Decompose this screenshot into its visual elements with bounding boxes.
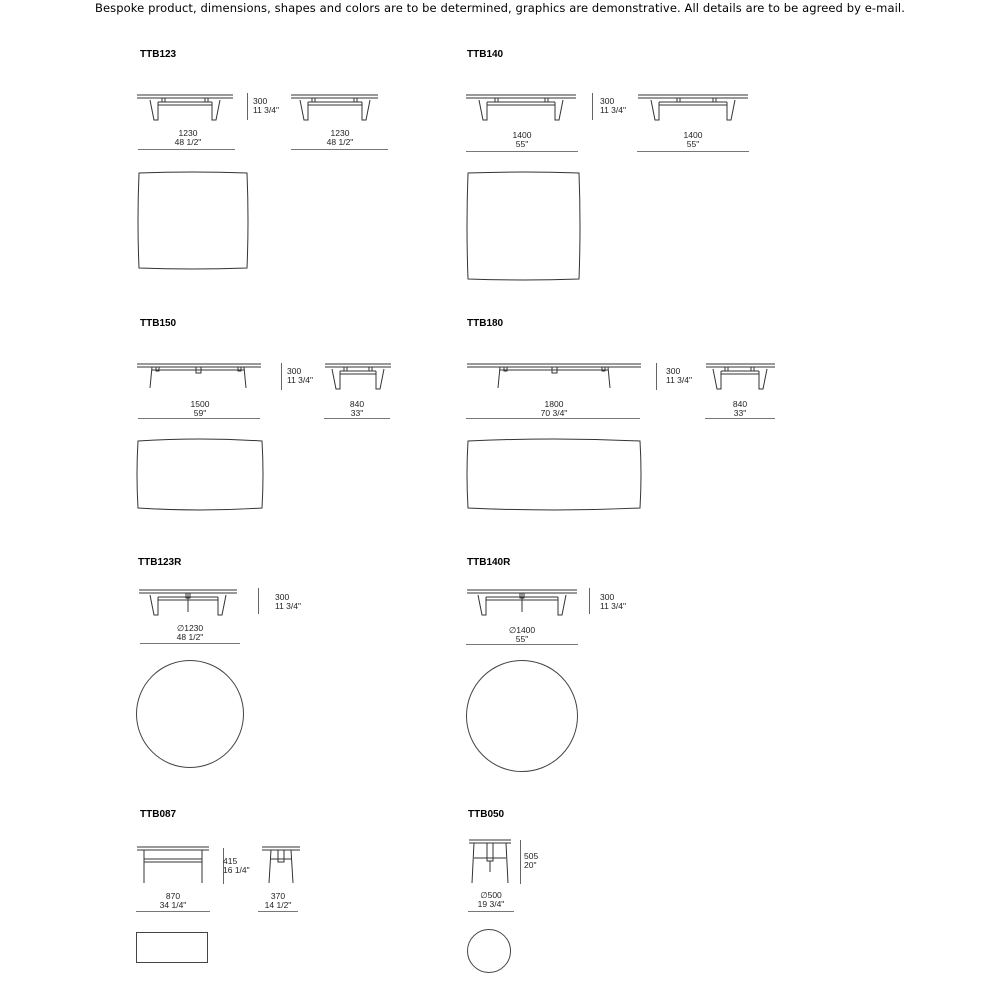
top-view-drawing bbox=[466, 438, 646, 513]
width-label: 840 33" bbox=[349, 399, 365, 418]
product-code: TTB050 bbox=[468, 809, 505, 820]
top-view-drawing bbox=[136, 660, 244, 768]
width-dimension-line bbox=[705, 418, 775, 419]
height-dimension-line bbox=[258, 588, 259, 614]
length-label: 1500 59" bbox=[190, 399, 210, 418]
height-label: 505 20" bbox=[524, 851, 539, 870]
length-dimension-line bbox=[138, 418, 260, 419]
length-dimension-line bbox=[466, 418, 640, 419]
product-code: TTB123 bbox=[140, 49, 177, 60]
product-code: TTB123R bbox=[138, 557, 182, 568]
width-label: 1230 48 1/2" bbox=[326, 128, 354, 147]
width-dimension-line bbox=[291, 149, 388, 150]
top-view-drawing bbox=[136, 438, 266, 513]
side-elevation-drawing bbox=[705, 362, 780, 392]
length-label: 1400 55" bbox=[512, 130, 532, 149]
front-elevation-drawing bbox=[136, 845, 216, 885]
width-dimension-line bbox=[258, 911, 298, 912]
top-view-drawing bbox=[465, 170, 585, 285]
top-view-drawing bbox=[466, 660, 578, 772]
top-view-drawing bbox=[136, 932, 208, 963]
front-elevation-drawing bbox=[136, 93, 236, 123]
length-label: 1800 70 3/4" bbox=[540, 399, 568, 418]
height-dimension-line bbox=[247, 93, 248, 120]
front-elevation-drawing bbox=[466, 588, 581, 618]
height-label: 300 11 3/4" bbox=[666, 366, 693, 385]
height-dimension-line bbox=[520, 840, 521, 884]
height-dimension-line bbox=[589, 588, 590, 614]
product-code: TTB140 bbox=[467, 49, 504, 60]
height-label: 300 11 3/4" bbox=[253, 96, 280, 115]
product-code: TTB140R bbox=[467, 557, 511, 568]
width-dimension-line bbox=[324, 418, 390, 419]
length-dimension-line bbox=[136, 911, 210, 912]
width-label: 840 33" bbox=[732, 399, 748, 418]
top-view-drawing bbox=[136, 170, 251, 275]
front-elevation-drawing bbox=[138, 588, 243, 618]
diameter-dimension-line bbox=[466, 644, 578, 645]
length-dimension-line bbox=[466, 151, 578, 152]
side-elevation-drawing bbox=[290, 93, 390, 123]
front-elevation-drawing bbox=[466, 362, 646, 392]
height-label: 300 11 3/4" bbox=[600, 96, 627, 115]
top-view-drawing bbox=[467, 929, 511, 973]
product-code: TTB180 bbox=[467, 318, 504, 329]
front-elevation-drawing bbox=[465, 93, 580, 123]
side-elevation-drawing bbox=[261, 845, 306, 885]
length-label: 1230 48 1/2" bbox=[174, 128, 202, 147]
product-code: TTB150 bbox=[140, 318, 177, 329]
diameter-label: ∅1230 48 1/2" bbox=[176, 623, 204, 642]
height-label: 415 16 1/4" bbox=[223, 856, 250, 875]
width-dimension-line bbox=[637, 151, 749, 152]
diameter-label: ∅500 19 3/4" bbox=[477, 890, 505, 909]
length-label: 870 34 1/4" bbox=[159, 891, 187, 910]
front-elevation-drawing bbox=[136, 362, 266, 392]
height-dimension-line bbox=[656, 363, 657, 390]
height-label: 300 11 3/4" bbox=[600, 592, 627, 611]
length-dimension-line bbox=[138, 149, 235, 150]
height-label: 300 11 3/4" bbox=[275, 592, 302, 611]
diameter-label: ∅1400 55" bbox=[508, 625, 536, 644]
width-label: 1400 55" bbox=[683, 130, 703, 149]
diameter-dimension-line bbox=[468, 911, 514, 912]
front-elevation-drawing bbox=[468, 838, 514, 886]
product-code: TTB087 bbox=[140, 809, 177, 820]
width-label: 370 14 1/2" bbox=[264, 891, 292, 910]
height-label: 300 11 3/4" bbox=[287, 366, 314, 385]
side-elevation-drawing bbox=[637, 93, 752, 123]
disclaimer-text: Bespoke product, dimensions, shapes and colors are to be determined, graphics are demonstrative. All details are to be agreed by e-mail. bbox=[95, 1, 905, 15]
side-elevation-drawing bbox=[324, 362, 394, 392]
height-dimension-line bbox=[592, 93, 593, 120]
height-dimension-line bbox=[281, 363, 282, 390]
diameter-dimension-line bbox=[140, 643, 240, 644]
